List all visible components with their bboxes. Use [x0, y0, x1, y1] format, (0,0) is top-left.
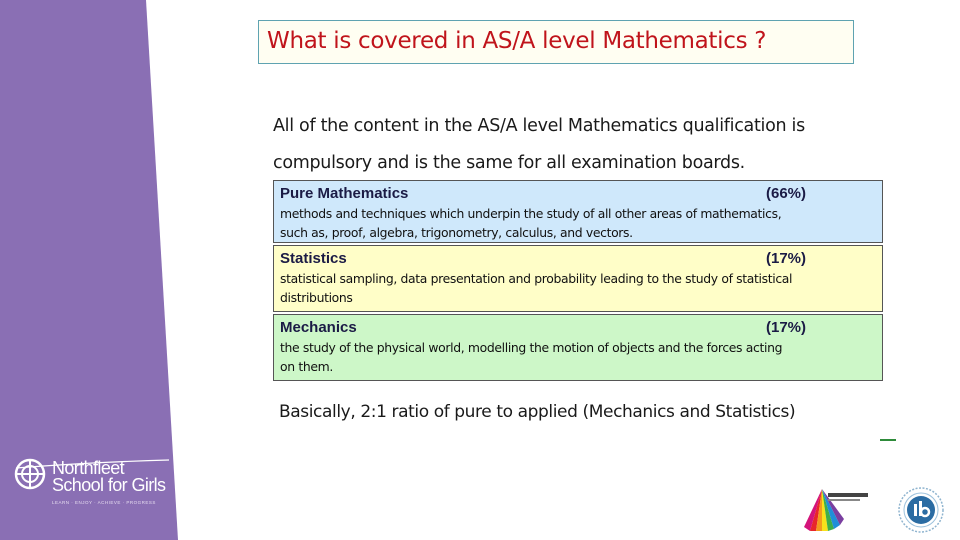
panel-desc-line: methods and techniques which underpin the study of all other areas of mathematics, — [280, 206, 782, 221]
school-name-line1: Northfleet — [52, 458, 125, 478]
panel-name: Mechanics — [280, 319, 357, 336]
ib-world-school-logo-icon — [896, 485, 946, 535]
school-name-line2: School for Girls — [52, 475, 166, 495]
intro-text — [273, 108, 873, 182]
northfleet-schools-logo-icon — [800, 485, 880, 533]
intro-line-1: All of the content in the AS/A level Mathematics qualification is — [273, 116, 805, 136]
panel-desc-line: statistical sampling, data presentation and probability leading to the study of statistical — [280, 271, 793, 286]
panel-percent: (17%) — [766, 250, 807, 267]
slide-title-box — [258, 20, 854, 64]
panel-desc-line: on them. — [280, 359, 333, 374]
decorative-dash — [880, 439, 896, 441]
panel-pure-mathematics — [273, 180, 883, 243]
panel-description — [280, 204, 876, 242]
school-logo — [14, 458, 174, 518]
panel-desc-line: distributions — [280, 290, 353, 305]
intro-line-2: compulsory and is the same for all examination boards. — [273, 153, 745, 173]
panel-name: Statistics — [280, 250, 347, 267]
slide-title: What is covered in AS/A level Mathematics ? — [267, 28, 767, 54]
panel-statistics — [273, 245, 883, 312]
panel-description — [280, 338, 876, 376]
panel-desc-line: the study of the physical world, modelling the motion of objects and the forces acting — [280, 340, 783, 355]
panel-percent: (17%) — [766, 319, 807, 336]
school-swoosh-icon — [14, 458, 174, 470]
panel-description — [280, 269, 876, 307]
summary-text: Basically, 2:1 ratio of pure to applied (Mechanics and Statistics) — [279, 402, 796, 422]
school-tagline: LEARN · ENJOY · ACHIEVE · PROGRESS — [52, 500, 156, 505]
panel-mechanics — [273, 314, 883, 381]
panel-desc-line: such as, proof, algebra, trigonometry, calculus, and vectors. — [280, 225, 633, 240]
panel-percent: (66%) — [766, 185, 807, 202]
panel-name: Pure Mathematics — [280, 185, 409, 202]
sidebar-decoration — [0, 0, 180, 540]
